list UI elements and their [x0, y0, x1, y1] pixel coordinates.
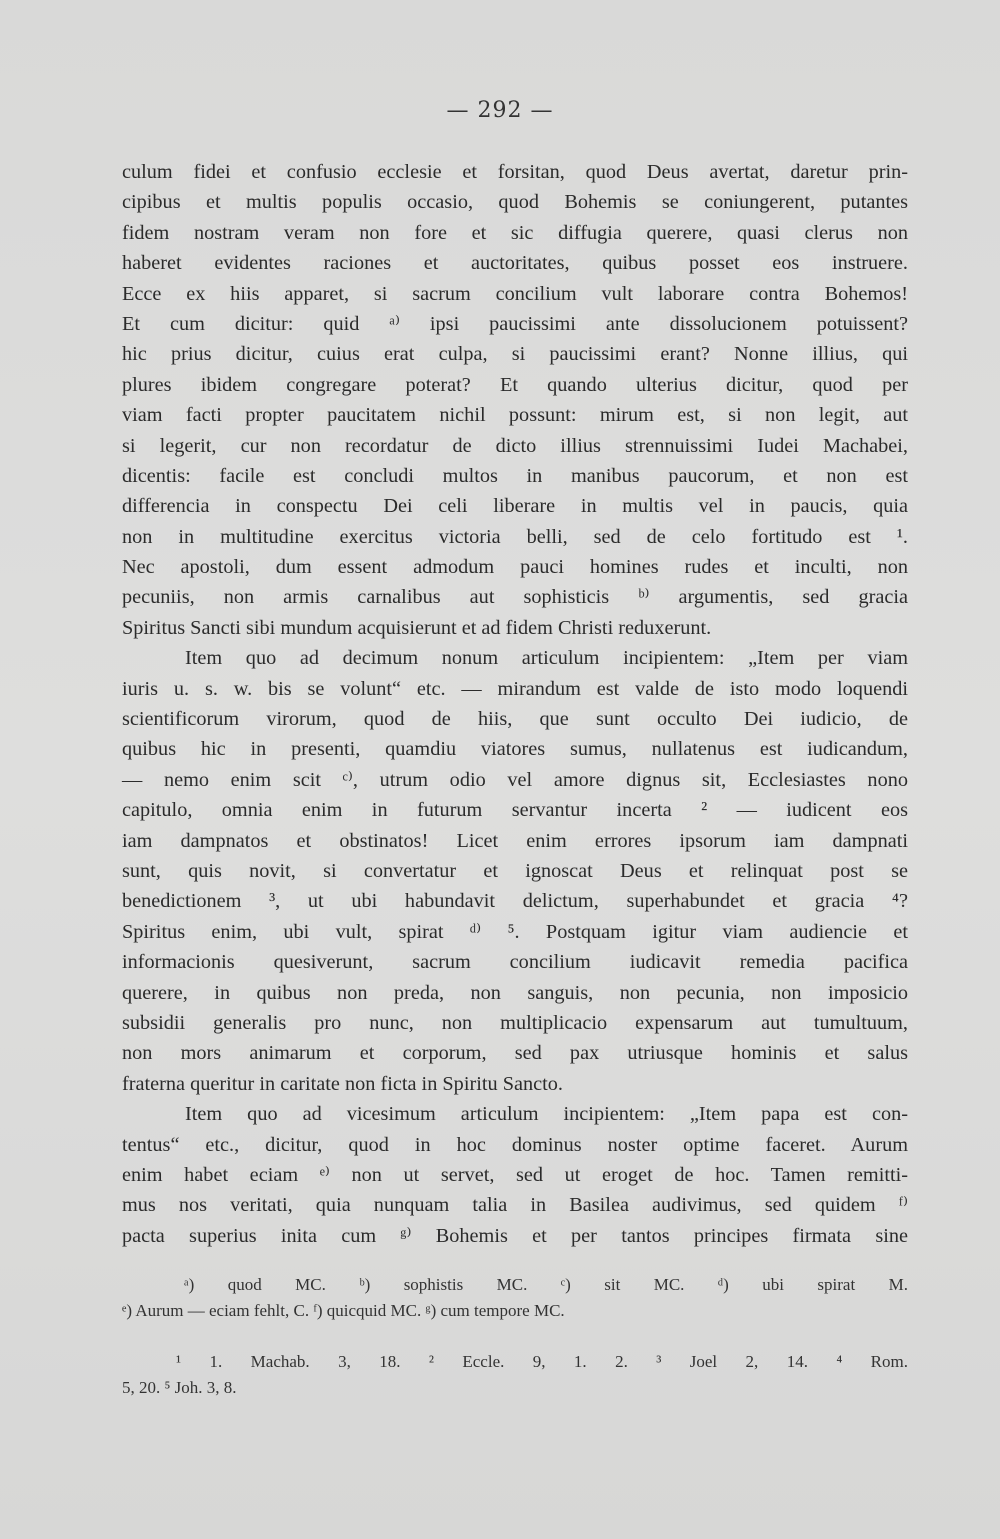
text-line: capitulo, omnia enim in futurum servantur incerta ² — iudicent eos — [122, 799, 908, 822]
text-line: viam facti propter paucitatem nichil possunt: mirum est, si non legit, aut — [122, 404, 908, 427]
source-footnotes — [122, 1349, 908, 1401]
paragraph-start-line: Item quo ad decimum nonum articulum incipientem: „Item per viam — [185, 647, 908, 670]
footnote-line: ᵉ) Aurum — eciam fehlt, C. ᶠ) quicquid MC. ᵍ) cum tempore MC. — [122, 1301, 565, 1320]
text-line: si legerit, cur non recordatur de dicto illius strennuissimi Iudei Machabei, — [122, 434, 908, 457]
text-line: tentus“ etc., dicitur, quod in hoc dominus noster optime faceret. Aurum — [122, 1133, 908, 1156]
text-line: informacionis quesiverunt, sacrum concilium iudicavit remedia pacifica — [122, 951, 908, 974]
text-line: fidem nostram veram non fore et sic diffugia querere, quasi clerus non — [122, 221, 908, 244]
paragraph-start-line: Item quo ad vicesimum articulum incipientem: „Item papa est con- — [185, 1103, 908, 1126]
text-line: cipibus et multis populis occasio, quod Bohemis se coniungerent, putantes — [122, 191, 908, 214]
main-text — [122, 157, 908, 1251]
text-line: pecuniis, non armis carnalibus aut sophisticis ᵇ⁾ argumentis, sed gracia — [122, 586, 908, 609]
page-number: — 292 — — [446, 98, 554, 123]
footnote-line: 5, 20. ⁵ Joh. 3, 8. — [122, 1378, 237, 1397]
text-line: quibus hic in presenti, quamdiu viatores sumus, nullatenus est iudicandum, — [122, 738, 908, 761]
text-line: mus nos veritati, quia nunquam talia in Basilea audivimus, sed quidem ᶠ⁾ — [122, 1194, 908, 1217]
text-line: iuris u. s. w. bis se volunt“ etc. — mirandum est valde de isto modo loquendi — [122, 677, 908, 700]
text-line: sunt, quis novit, si convertatur et ignoscat Deus et relinquat post se — [122, 859, 908, 882]
text-line: dicentis: facile est concludi multos in manibus paucorum, et non est — [122, 464, 908, 487]
text-line: subsidii generalis pro nunc, non multiplicacio expensarum aut tumultuum, — [122, 1011, 908, 1034]
text-line: plures ibidem congregare poterat? Et quando ulterius dicitur, quod per — [122, 373, 908, 396]
text-line: Spiritus Sancti sibi mundum acquisierunt et ad fidem Christi reduxerunt. — [122, 616, 712, 639]
text-line: — nemo enim scit ᶜ⁾, utrum odio vel amore dignus sit, Ecclesiastes nono — [122, 768, 908, 791]
text-line: enim habet eciam ᵉ⁾ non ut servet, sed ut eroget de hoc. Tamen remitti- — [122, 1163, 908, 1186]
text-line: querere, in quibus non preda, non sanguis, non pecunia, non imposicio — [122, 981, 908, 1004]
text-line: differencia in conspectu Dei celi liberare in multis vel in paucis, quia — [122, 495, 908, 518]
text-line: iam dampnatos et obstinatos! Licet enim errores ipsorum iam dampnati — [122, 829, 908, 852]
text-line: non mors animarum et corporum, sed pax utriusque hominis et salus — [122, 1042, 908, 1065]
text-line: pacta superius inita cum ᵍ⁾ Bohemis et per tantos principes firmata sine — [122, 1224, 908, 1247]
text-line: fraterna queritur in caritate non ficta in Spiritu Sancto. — [122, 1072, 563, 1095]
text-line: scientificorum virorum, quod de hiis, que sunt occulto Dei iudicio, de — [122, 708, 908, 731]
footnote-line: ¹ 1. Machab. 3, 18. ² Eccle. 9, 1. 2. ³ Joel 2, 14. ⁴ Rom. — [176, 1352, 908, 1371]
text-line: benedictionem ³, ut ubi habundavit delictum, superhabundet et gracia ⁴? — [122, 890, 908, 913]
text-line: hic prius dicitur, cuius erat culpa, si paucissimi erant? Nonne illius, qui — [122, 343, 908, 366]
text-line: Ecce ex hiis apparet, si sacrum concilium vult laborare contra Bohemos! — [122, 282, 908, 305]
text-line: culum fidei et confusio ecclesie et forsitan, quod Deus avertat, daretur prin- — [122, 161, 908, 183]
footnote-line: ᵃ) quod MC. ᵇ) sophistis MC. ᶜ) sit MC. ᵈ) ubi spirat M. — [184, 1275, 908, 1294]
text-line: Spiritus enim, ubi vult, spirat ᵈ⁾ ⁵. Postquam igitur viam audiencie et — [122, 920, 908, 943]
text-line: Et cum dicitur: quid ᵃ⁾ ipsi paucissimi ante dissolucionem potuissent? — [122, 312, 908, 335]
variant-footnotes — [122, 1272, 908, 1324]
text-line: haberet evidentes raciones et auctoritates, quibus posset eos instruere. — [122, 252, 908, 275]
text-line: non in multitudine exercitus victoria belli, sed de celo fortitudo est ¹. — [122, 525, 908, 548]
text-line: Nec apostoli, dum essent admodum pauci homines rudes et inculti, non — [122, 556, 908, 579]
